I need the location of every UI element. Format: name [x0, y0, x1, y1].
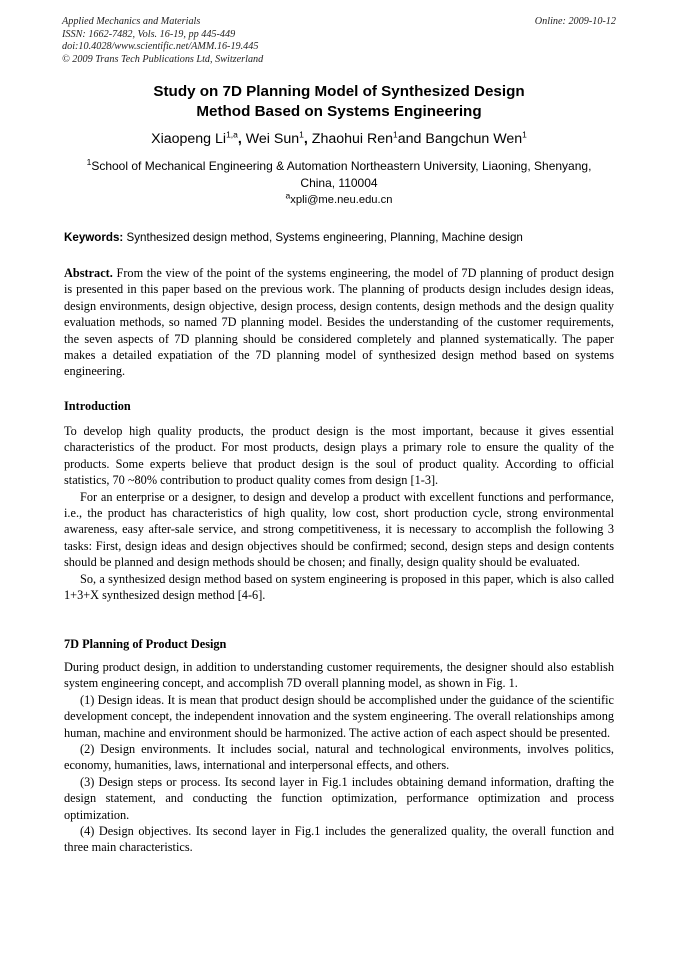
keywords-text: Synthesized design method, Systems engineering, Planning, Machine design [126, 231, 523, 244]
author-list [62, 130, 616, 148]
paragraph: (3) Design steps or process. Its second layer in Fig.1 includes obtaining demand information, drafting the design statement, and conducting the function optimization, performance optimization and process optimization. [64, 774, 614, 822]
section-heading-7d-planning: 7D Planning of Product Design [64, 637, 227, 651]
paragraph: (4) Design objectives. Its second layer in Fig.1 includes the generalized quality, the overall function and three main characteristics. [64, 824, 614, 855]
author-name: Zhaohui Ren [311, 131, 394, 147]
author-affiliation-mark: 1 [522, 129, 527, 140]
section-introduction [64, 423, 614, 603]
author-affiliation-mark: 1 [299, 129, 304, 140]
journal-name: Applied Mechanics and Materials [62, 16, 201, 27]
title-line-1: Study on 7D Planning Model of Synthesized Design [153, 83, 525, 100]
author-separator: and [397, 131, 426, 147]
author-name: Xiaopeng Li [151, 131, 227, 147]
paragraph: (1) Design ideas. It is mean that product design should be accomplished under the guidance of the scientific development concept, the independent innovation and the system engineering. The overall relationships among human, machine and environment should be harmonized. The active action of each aspect should be presented. [64, 692, 614, 740]
abstract [64, 265, 614, 380]
journal-copyright: © 2009 Trans Tech Publications Ltd, Switzerland [62, 53, 264, 65]
abstract-text: From the view of the point of the systems engineering, the model of 7D planning of product design is presented in this paper based on the previous work. The planning of products design includes design ideas, design environments, design objective, design process, design contents, design methods and the design quality evaluation methods, so named 7D planning model. Besides the understanding of the customer requirements, the seven aspects of 7D planning should be considered completely and planned systematically. The paper makes a detailed expatiation of the 7D planning model of synthesized design method based on systems engineering. [64, 266, 614, 379]
paper-title [62, 82, 616, 121]
online-date: Online: 2009-10-12 [534, 16, 616, 27]
author-email [62, 190, 616, 208]
paragraph: During product design, in addition to understanding customer requirements, the designer should also establish system engineering concept, and accomplish 7D overall planning model, as shown in Fig. 1. [64, 660, 614, 691]
paragraph: To develop high quality products, the product design is the most important, because it gives essential characteristics of the product. For most products, design plays a primary role to ensure the quality of the products. Some experts believe that product design is the soul of product quality. According to official statistics, 70 ~80% contribution to product quality comes from design [1-3]. [64, 424, 614, 488]
title-line-2: Method Based on Systems Engineering [196, 102, 482, 120]
section-7d-planning [64, 659, 614, 856]
section-heading-introduction: Introduction [64, 399, 131, 413]
email-mark: a [285, 190, 291, 201]
journal-doi: doi:10.4028/www.scientific.net/AMM.16-19.445 [62, 41, 259, 52]
paragraph: (2) Design environments. It includes social, natural and technological environments, involves politics, economy, humanities, laws, international and interpersonal effects, and others. [64, 742, 614, 773]
author-separator: , [237, 131, 246, 147]
paragraph: For an enterprise or a designer, to design and develop a product with excellent functions and performance, i.e., the product has characteristics of high quality, low cost, short production cycle, strong environmental awareness, easy after-sale service, and strong competitiveness, it is necessary to accomplish the following 3 tasks: First, design ideas and design objectives should be confirmed; second, design steps and design contents should be planned and design methods should be chosen; and finally, design quality should be evaluated. [64, 489, 614, 570]
keywords [64, 230, 616, 245]
abstract-label: Abstract. [64, 266, 113, 280]
keywords-label: Keywords: [64, 231, 124, 244]
affiliation-text: School of Mechanical Engineering & Automation Northeastern University, Liaoning, Shenyang, China, 110004 [91, 159, 592, 190]
email-address: xpli@me.neu.edu.cn [290, 194, 393, 206]
author-affiliation-mark: 1 [393, 129, 398, 140]
paragraph: So, a synthesized design method based on system engineering is proposed in this paper, which is also called 1+3+X synthesized design method [4-6]. [64, 571, 614, 603]
affiliation-mark: 1 [86, 157, 92, 167]
journal-header [62, 16, 616, 66]
author-separator: , [303, 131, 312, 147]
journal-info [62, 16, 616, 66]
affiliation [70, 158, 608, 192]
author-name: Bangchun Wen [425, 131, 523, 147]
journal-issn: ISSN: 1662-7482, Vols. 16-19, pp 445-449 [62, 28, 236, 40]
author-affiliation-mark: 1,a [226, 129, 238, 140]
author-name: Wei Sun [245, 131, 300, 147]
